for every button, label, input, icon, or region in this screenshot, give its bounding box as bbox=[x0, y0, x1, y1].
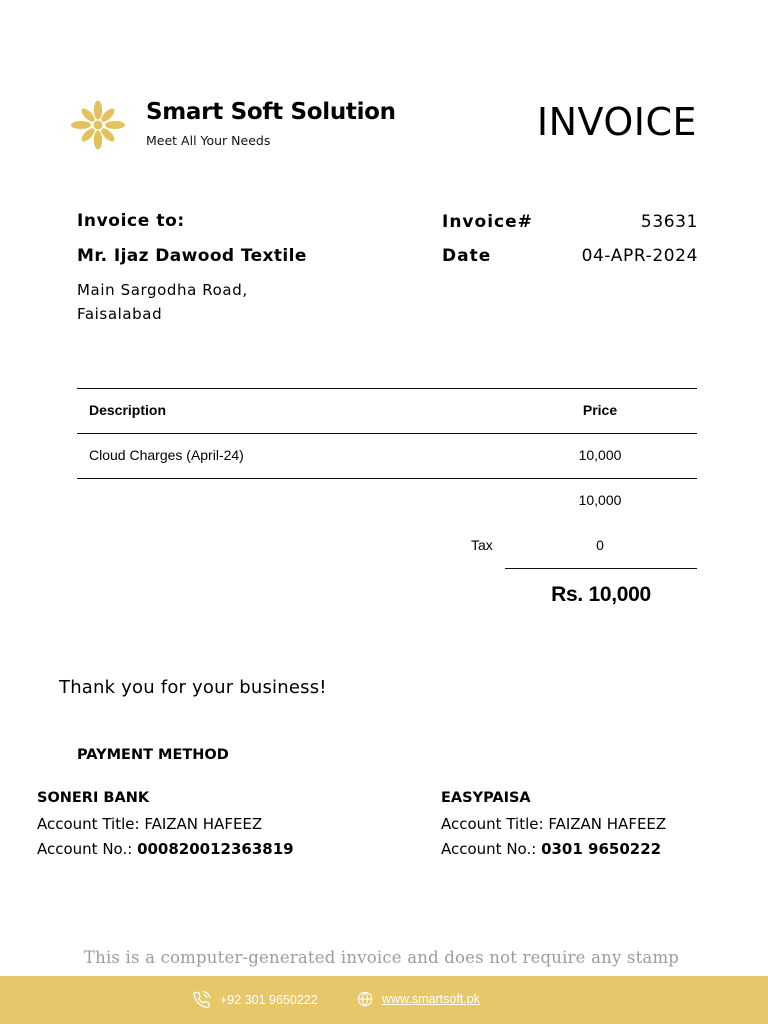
table-top-rule bbox=[77, 388, 697, 389]
account-title: Account Title: FAIZAN HAFEEZ bbox=[37, 815, 263, 833]
invoice-date: 04-APR-2024 bbox=[581, 246, 698, 266]
header-rule bbox=[77, 433, 697, 434]
item-description: Cloud Charges (April-24) bbox=[89, 447, 244, 463]
phone-number: +92 301 9650222 bbox=[220, 993, 318, 1007]
invoice-number: 53631 bbox=[640, 212, 698, 232]
bank-name: EASYPAISA bbox=[441, 790, 531, 806]
company-logo-icon bbox=[70, 98, 126, 152]
total-rule bbox=[505, 568, 697, 569]
bill-to-label: Invoice to: bbox=[77, 211, 185, 231]
thank-you-message: Thank you for your business! bbox=[59, 677, 327, 698]
date-label: Date bbox=[442, 246, 492, 266]
footer-bar bbox=[0, 976, 768, 1024]
item-price: 10,000 bbox=[578, 447, 622, 463]
row-rule bbox=[77, 478, 697, 479]
price-header: Price bbox=[582, 402, 618, 418]
client-address-line2: Faisalabad bbox=[77, 305, 163, 323]
website-link[interactable]: www.smartsoft.pk bbox=[382, 992, 480, 1006]
subtotal-value: 10,000 bbox=[578, 492, 622, 508]
tax-label: Tax bbox=[471, 537, 493, 553]
grand-total: Rs. 10,000 bbox=[551, 583, 651, 606]
document-title: INVOICE bbox=[536, 100, 697, 144]
company-tagline: Meet All Your Needs bbox=[146, 133, 271, 148]
account-number: Account No.: 000820012363819 bbox=[37, 840, 294, 858]
bank-name: SONERI BANK bbox=[37, 790, 150, 806]
tax-value: 0 bbox=[596, 537, 604, 553]
phone-icon bbox=[192, 991, 211, 1009]
footer-phone bbox=[192, 991, 318, 1009]
client-name: Mr. Ijaz Dawood Textile bbox=[77, 246, 307, 266]
client-address-line1: Main Sargodha Road, bbox=[77, 281, 248, 299]
company-name: Smart Soft Solution bbox=[146, 99, 396, 125]
account-number: Account No.: 0301 9650222 bbox=[441, 840, 662, 858]
description-header: Description bbox=[89, 402, 167, 418]
account-title: Account Title: FAIZAN HAFEEZ bbox=[441, 815, 667, 833]
invoice-number-label: Invoice# bbox=[442, 212, 533, 232]
disclaimer-note: This is a computer-generated invoice and does not require any stamp bbox=[83, 948, 680, 967]
globe-icon bbox=[357, 991, 373, 1007]
payment-method-heading: PAYMENT METHOD bbox=[77, 747, 229, 763]
footer-website[interactable] bbox=[357, 991, 480, 1007]
